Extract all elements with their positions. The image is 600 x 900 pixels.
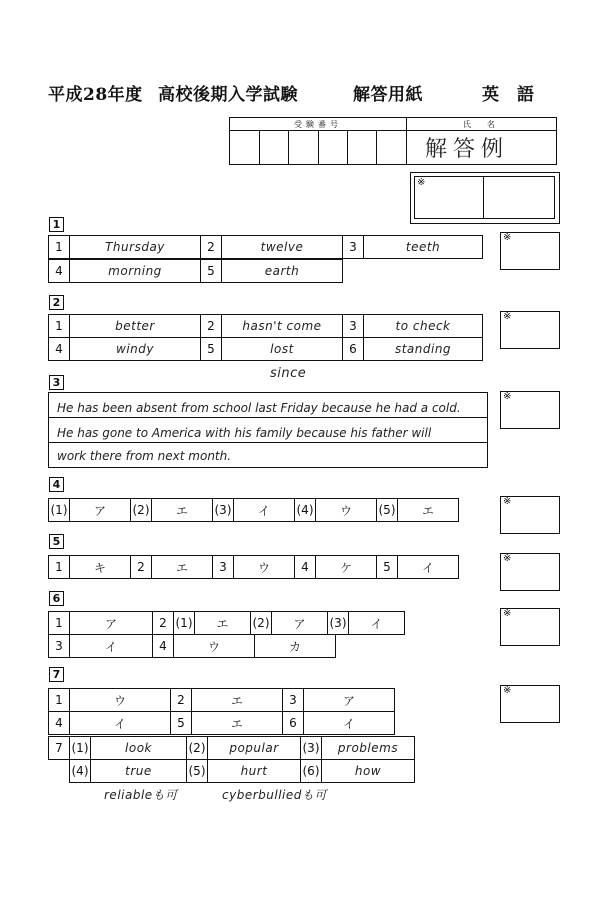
subject-label: 英 語 <box>482 85 535 105</box>
answer-cell[interactable]: hasn't come <box>222 315 343 338</box>
answer-cell[interactable]: lost <box>222 338 343 361</box>
q-number: 2 <box>171 689 192 712</box>
section-3-number: 3 <box>49 375 64 390</box>
alternative-answer-note: reliableも可 <box>104 788 178 802</box>
q-number: 4 <box>49 712 70 735</box>
q-number: 1 <box>49 236 70 259</box>
answer-cell[interactable]: true <box>91 760 187 783</box>
q-number: 6 <box>283 712 304 735</box>
answer-cell[interactable]: Thursday <box>70 236 201 259</box>
answer-cell[interactable]: how <box>322 760 415 783</box>
section-5-table <box>48 555 459 579</box>
answer-cell[interactable]: イ <box>349 612 405 635</box>
answer-cell[interactable]: look <box>91 737 187 760</box>
q-number: 4 <box>49 338 70 361</box>
score-mark: ※ <box>503 496 512 507</box>
section-6-table <box>48 611 405 635</box>
q-number: (6) <box>301 760 322 783</box>
q-number: 2 <box>153 612 174 635</box>
answer-line: work there from next month. <box>57 449 232 463</box>
answer-cell[interactable]: カ <box>255 635 336 658</box>
q-number: 4 <box>153 635 174 658</box>
score-mark: ※ <box>503 685 512 696</box>
answer-cell[interactable]: エ <box>192 712 283 735</box>
answer-cell[interactable]: ウ <box>316 499 377 522</box>
answer-cell[interactable]: ア <box>272 612 328 635</box>
answer-cell[interactable]: イ <box>70 635 153 658</box>
q-number: 1 <box>49 612 70 635</box>
section-6-table-row2 <box>48 634 336 658</box>
score-mark: ※ <box>503 232 512 243</box>
section-4-number: 4 <box>49 477 64 492</box>
section-7-table <box>48 688 395 735</box>
q-number: (1) <box>70 737 91 760</box>
answer-cell[interactable]: ケ <box>316 556 377 579</box>
q-number: (5) <box>377 499 398 522</box>
answer-cell[interactable]: popular <box>208 737 301 760</box>
exam-name: 高校後期入学試験 <box>158 85 298 105</box>
answer-cell[interactable]: standing <box>364 338 483 361</box>
q-number: 5 <box>377 556 398 579</box>
q-number: 1 <box>49 689 70 712</box>
answer-cell[interactable]: イ <box>304 712 395 735</box>
answer-cell[interactable]: ウ <box>234 556 295 579</box>
answer-cell[interactable]: ウ <box>174 635 255 658</box>
id-box <box>229 117 557 165</box>
section-7-number: 7 <box>49 667 64 682</box>
q-number: (2) <box>187 737 208 760</box>
answer-cell[interactable]: hurt <box>208 760 301 783</box>
answer-cell[interactable]: twelve <box>222 236 343 259</box>
section-1-table <box>48 235 483 259</box>
q-number: (1) <box>174 612 195 635</box>
answer-cell[interactable]: ア <box>70 499 131 522</box>
section-4-score-box <box>500 496 560 534</box>
q-number: 5 <box>201 338 222 361</box>
q-number: (1) <box>49 499 70 522</box>
total-score-box <box>410 172 560 224</box>
name-value: 解答例 <box>425 137 510 162</box>
q-number: 3 <box>49 635 70 658</box>
answer-cell[interactable]: エ <box>398 499 459 522</box>
score-mark: ※ <box>417 177 426 188</box>
answer-cell[interactable]: ウ <box>70 689 171 712</box>
answer-cell[interactable]: イ <box>398 556 459 579</box>
section-7-q7-table <box>48 736 415 783</box>
q-number: (3) <box>328 612 349 635</box>
insertion-note: since <box>270 366 307 381</box>
score-mark: ※ <box>503 391 512 402</box>
q-number: (2) <box>251 612 272 635</box>
q-number: (4) <box>70 760 91 783</box>
score-mark: ※ <box>503 608 512 619</box>
q-number: 1 <box>49 315 70 338</box>
answer-line: He has been absent from school last Friday because he had a cold. <box>57 401 461 415</box>
section-3-score-box <box>500 391 560 429</box>
q-number: 2 <box>201 236 222 259</box>
section-2-number: 2 <box>49 295 64 310</box>
answer-cell[interactable]: イ <box>234 499 295 522</box>
q-number: (3) <box>301 737 322 760</box>
q-number: (2) <box>131 499 152 522</box>
name-label: 氏 名 <box>463 120 499 129</box>
section-5-score-box <box>500 553 560 591</box>
answer-cell[interactable]: イ <box>70 712 171 735</box>
section-7-score-box <box>500 685 560 723</box>
q-number: (3) <box>213 499 234 522</box>
exam-year: 平成28年度 <box>48 85 143 105</box>
score-mark: ※ <box>503 311 512 322</box>
section-6-number: 6 <box>49 591 64 606</box>
section-6-score-box <box>500 608 560 646</box>
q-number: 5 <box>171 712 192 735</box>
q-number: 2 <box>131 556 152 579</box>
answer-cell[interactable]: キ <box>70 556 131 579</box>
answer-cell[interactable]: to check <box>364 315 483 338</box>
section-4-table <box>48 498 459 522</box>
q-number: 4 <box>295 556 316 579</box>
answer-line: He has gone to America with his family because his father will <box>57 426 432 440</box>
q-number: 3 <box>213 556 234 579</box>
q-number: 7 <box>49 737 70 760</box>
answer-cell[interactable]: earth <box>222 260 343 283</box>
q-number: 1 <box>49 556 70 579</box>
section-2-table <box>48 314 483 361</box>
answer-cell[interactable]: teeth <box>364 236 483 259</box>
answer-cell[interactable]: better <box>70 315 201 338</box>
answer-cell[interactable]: エ <box>152 556 213 579</box>
section-3-answer-area[interactable] <box>48 392 488 468</box>
answer-cell[interactable]: windy <box>70 338 201 361</box>
q-number: 6 <box>343 338 364 361</box>
score-mark: ※ <box>503 553 512 564</box>
q-number: (5) <box>187 760 208 783</box>
answer-cell[interactable]: エ <box>195 612 251 635</box>
q-number: 4 <box>49 260 70 283</box>
sheet-label: 解答用紙 <box>353 85 423 105</box>
alternative-answer-note: cyberbulliedも可 <box>222 788 327 802</box>
answer-cell[interactable]: エ <box>152 499 213 522</box>
section-1-table-row2 <box>48 259 343 283</box>
answer-cell[interactable]: problems <box>322 737 415 760</box>
answer-cell[interactable]: ア <box>70 612 153 635</box>
answer-cell[interactable]: エ <box>192 689 283 712</box>
q-number: 5 <box>201 260 222 283</box>
q-number: 3 <box>343 315 364 338</box>
section-5-number: 5 <box>49 534 64 549</box>
q-number: (4) <box>295 499 316 522</box>
section-2-score-box <box>500 311 560 349</box>
section-1-number: 1 <box>49 217 64 232</box>
answer-cell[interactable]: morning <box>70 260 201 283</box>
answer-cell[interactable]: ア <box>304 689 395 712</box>
q-number: 2 <box>201 315 222 338</box>
q-number: 3 <box>283 689 304 712</box>
exam-number-label: 受験番号 <box>294 120 342 129</box>
q-number: 3 <box>343 236 364 259</box>
section-1-score-box <box>500 232 560 270</box>
